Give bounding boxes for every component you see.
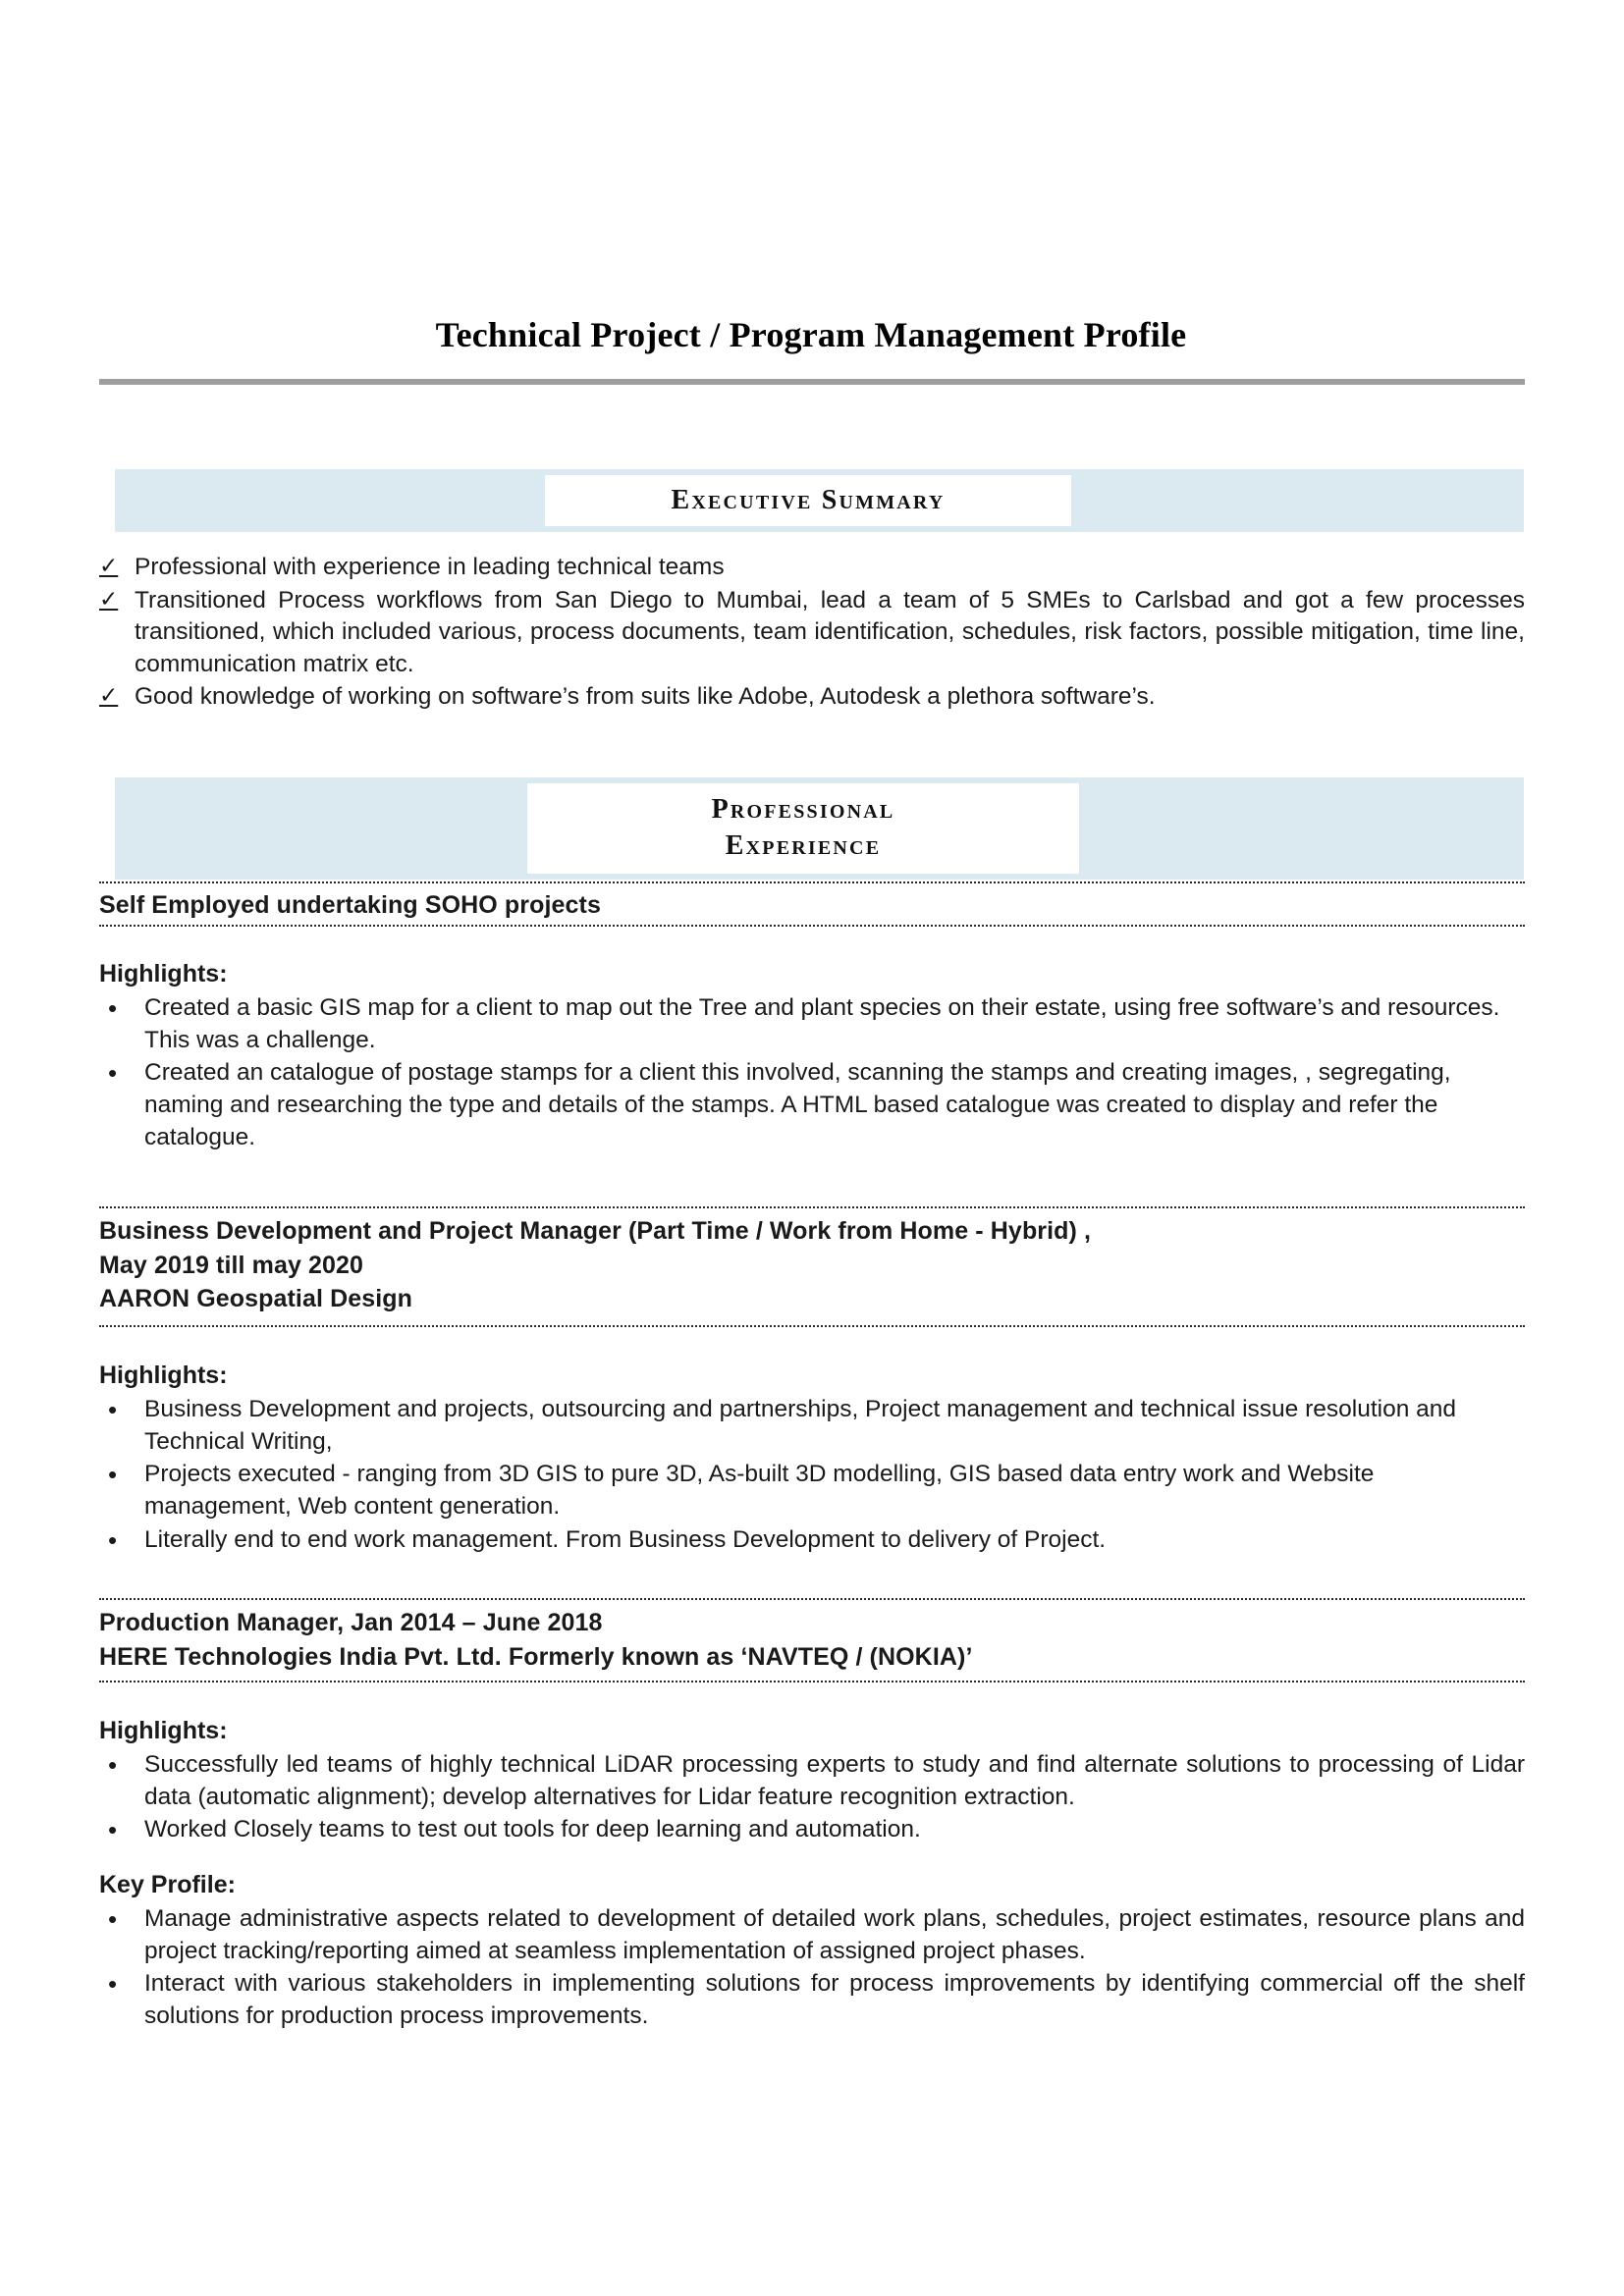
highlights-label: Highlights:: [99, 1717, 228, 1744]
job-divider-top: [99, 881, 1525, 883]
job-title: Business Development and Project Manager (Part Time / Work from Home - Hybrid) ,: [99, 1217, 1092, 1245]
job-divider-bottom: [99, 1325, 1525, 1327]
check-mark-icon: ✓: [99, 683, 119, 710]
list-item-text: Created a basic GIS map for a client to map out the Tree and plant species on their estate, using free software’s and resources. This was a challenge.: [144, 994, 1500, 1053]
job-2-content: [99, 1715, 1525, 2034]
executive-summary-list: [99, 552, 1525, 714]
content-spacer: [99, 1847, 1525, 1869]
executive-summary-content: [99, 552, 1525, 715]
list-item: [99, 585, 1525, 681]
list-item: [99, 1968, 1525, 2032]
highlights-label: Highlights:: [99, 1362, 228, 1389]
job-0-content: [99, 958, 1525, 1154]
key-profile-list: [99, 1903, 1525, 2032]
job-0-title-block: [99, 888, 1525, 923]
highlights-list: [99, 1749, 1525, 1846]
title-divider: [99, 379, 1525, 385]
list-item: [99, 1524, 1525, 1557]
bullet-dot-icon: •: [108, 1815, 118, 1845]
job-dates: May 2019 till may 2020: [99, 1251, 364, 1279]
list-item: [99, 681, 1525, 714]
list-item: [99, 992, 1525, 1056]
executive-summary-heading: Executive Summary: [671, 484, 946, 515]
list-item-text: Successfully led teams of highly technical LiDAR processing experts to study and find alternate solutions to processing of Lidar data (automatic alignment); develop alternatives for Lidar feature recognition extraction.: [144, 1751, 1525, 1810]
executive-summary-heading-box: [545, 475, 1071, 526]
list-item: [99, 1903, 1525, 1967]
check-mark-icon: ✓: [99, 554, 119, 579]
highlights-list: [99, 1394, 1525, 1556]
job-title: Production Manager, Jan 2014 – June 2018: [99, 1609, 603, 1636]
highlights-label: Highlights:: [99, 960, 228, 988]
job-divider-bottom: [99, 925, 1525, 927]
bullet-dot-icon: •: [108, 1524, 118, 1555]
list-item-text: Literally end to end work management. From Business Development to delivery of Project.: [144, 1525, 1107, 1553]
job-divider-top: [99, 1206, 1525, 1208]
list-item-text: Professional with experience in leading technical teams: [135, 554, 725, 580]
professional-experience-heading-box: [527, 783, 1079, 874]
professional-experience-band: [115, 777, 1524, 880]
professional-experience-heading-line1: Professional: [711, 794, 895, 826]
list-item-text: Manage administrative aspects related to development of detailed work plans, schedules, project estimates, resource plans and project tracking/reporting aimed at seamless implementation of assigned project phases.: [144, 1905, 1525, 1964]
bullet-dot-icon: •: [108, 1058, 118, 1089]
job-1-title-block: [99, 1214, 1525, 1316]
job-2-title-block: [99, 1606, 1525, 1674]
bullet-dot-icon: •: [108, 1460, 118, 1490]
job-company: AARON Geospatial Design: [99, 1285, 413, 1312]
job-divider-top: [99, 1598, 1525, 1600]
list-item-text: Interact with various stakeholders in implementing solutions for process improvements by identifying commercial off the shelf solutions for production process improvements.: [144, 1970, 1525, 2029]
bullet-dot-icon: •: [108, 993, 118, 1024]
job-divider-bottom: [99, 1681, 1525, 1682]
list-item: [99, 552, 1525, 584]
bullet-dot-icon: •: [108, 1750, 118, 1781]
list-item: [99, 1057, 1525, 1153]
list-item-text: Good knowledge of working on software’s from suits like Adobe, Autodesk a plethora software’s.: [135, 683, 1156, 711]
list-item-text: Created an catalogue of postage stamps for a client this involved, scanning the stamps and creating images, , segregating, naming and researching the type and details of the stamps. A HTML based catalogue was created to display and refer the catalogue.: [144, 1059, 1451, 1150]
check-mark-icon: ✓: [99, 586, 119, 613]
job-1-content: [99, 1360, 1525, 1557]
key-profile-label: Key Profile:: [99, 1870, 236, 1898]
bullet-dot-icon: •: [108, 1904, 118, 1935]
professional-experience-heading-line2: Experience: [725, 830, 882, 861]
list-item: [99, 1459, 1525, 1522]
list-item: [99, 1749, 1525, 1813]
list-item-text: Projects executed - ranging from 3D GIS to pure 3D, As-built 3D modelling, GIS based data entry work and Website management, Web content generation.: [144, 1461, 1375, 1520]
job-company: HERE Technologies India Pvt. Ltd. Formerly known as ‘NAVTEQ / (NOKIA)’: [99, 1642, 973, 1671]
executive-summary-band: [115, 469, 1524, 532]
list-item: [99, 1394, 1525, 1458]
list-item-text: Transitioned Process workflows from San Diego to Mumbai, lead a team of 5 SMEs to Carlsbad and got a few processes transitioned, which included various, process documents, team identification, schedules, risk factors, possible mitigation, time line, communication matrix etc.: [135, 586, 1525, 677]
highlights-list: [99, 992, 1525, 1153]
list-item: [99, 1814, 1525, 1846]
bullet-dot-icon: •: [108, 1395, 118, 1425]
bullet-dot-icon: •: [108, 1969, 118, 2000]
page-title: Technical Project / Program Management Profile: [435, 315, 1187, 354]
list-item-text: Business Development and projects, outsourcing and partnerships, Project management and technical issue resolution and Technical Writing,: [144, 1396, 1457, 1455]
list-item-text: Worked Closely teams to test out tools for deep learning and automation.: [144, 1816, 921, 1843]
job-title: Self Employed undertaking SOHO projects: [99, 891, 601, 919]
